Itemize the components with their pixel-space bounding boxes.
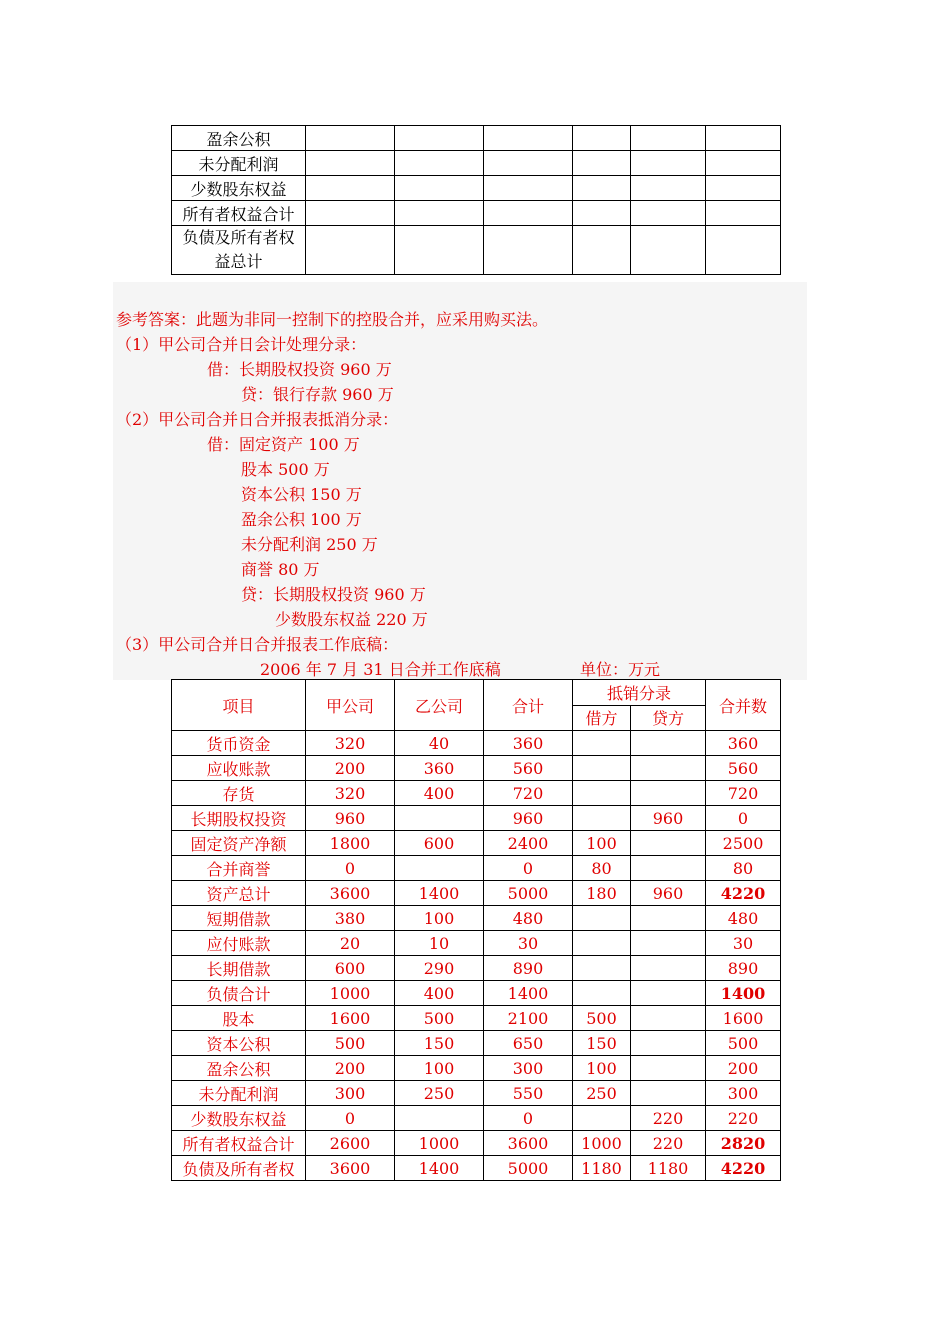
company-a-cell: 0: [306, 856, 395, 881]
empty-cell: [706, 151, 781, 176]
table-row: [172, 881, 781, 906]
table-row: [172, 856, 781, 881]
table-row: [172, 906, 781, 931]
step2-title: （2）甲公司合并日合并报表抵消分录：: [116, 410, 399, 429]
item-cell: 长期借款: [172, 956, 306, 981]
total-cell: 2100: [484, 1006, 573, 1031]
debit-cell: [573, 981, 631, 1006]
header-consolidated: 合并数: [706, 680, 781, 731]
item-cell: 长期股权投资: [172, 806, 306, 831]
header-company-a: 甲公司: [306, 680, 395, 731]
credit-cell: 1180: [631, 1156, 706, 1181]
row-label-line2: 益总计: [214, 252, 263, 271]
company-b-cell: [395, 1106, 484, 1131]
item-cell: 合并商誉: [172, 856, 306, 881]
consolidated-cell: 220: [706, 1106, 781, 1131]
item-cell: 盈余公积: [172, 1056, 306, 1081]
item-cell: 负债及所有者权: [172, 1156, 306, 1181]
credit-cell: [631, 981, 706, 1006]
company-a-cell: 300: [306, 1081, 395, 1106]
consolidation-worksheet-table: [171, 679, 781, 1181]
step2-line: 资本公积 150 万: [241, 485, 362, 504]
empty-cell: [573, 151, 631, 176]
step2-line: 股本 500 万: [241, 460, 330, 479]
empty-cell: [395, 201, 484, 226]
consolidated-cell: 1600: [706, 1006, 781, 1031]
total-cell: 560: [484, 756, 573, 781]
credit-cell: 220: [631, 1106, 706, 1131]
company-a-cell: 1800: [306, 831, 395, 856]
item-cell: 资产总计: [172, 881, 306, 906]
empty-cell: [306, 151, 395, 176]
item-cell: 应收账款: [172, 756, 306, 781]
item-cell: 货币资金: [172, 731, 306, 756]
sheet-title: 2006 年 7 月 31 日合并工作底稿: [260, 660, 501, 679]
total-cell: 1400: [484, 981, 573, 1006]
table-row: [172, 1056, 781, 1081]
credit-cell: 220: [631, 1131, 706, 1156]
answer-intro: 参考答案：此题为非同一控制下的控股合并，应采用购买法。: [116, 310, 549, 329]
empty-cell: [484, 126, 573, 151]
empty-cell: [306, 126, 395, 151]
consolidated-cell: 720: [706, 781, 781, 806]
empty-cell: [395, 226, 484, 275]
total-cell: 0: [484, 1106, 573, 1131]
company-a-cell: 500: [306, 1031, 395, 1056]
company-b-cell: 400: [395, 781, 484, 806]
company-b-cell: 40: [395, 731, 484, 756]
consolidated-cell: 4220: [706, 1156, 781, 1181]
debit-cell: [573, 731, 631, 756]
debit-cell: 500: [573, 1006, 631, 1031]
table-row: [172, 1031, 781, 1056]
total-cell: 300: [484, 1056, 573, 1081]
company-b-cell: 250: [395, 1081, 484, 1106]
company-a-cell: 380: [306, 906, 395, 931]
empty-cell: [395, 176, 484, 201]
debit-cell: 250: [573, 1081, 631, 1106]
empty-cell: [484, 176, 573, 201]
header-company-b: 乙公司: [395, 680, 484, 731]
empty-cell: [306, 226, 395, 275]
empty-cell: [395, 151, 484, 176]
debit-cell: [573, 931, 631, 956]
consolidated-cell: 0: [706, 806, 781, 831]
empty-cell: [631, 151, 706, 176]
item-cell: 未分配利润: [172, 1081, 306, 1106]
debit-cell: [573, 956, 631, 981]
empty-cell: [706, 126, 781, 151]
debit-cell: 180: [573, 881, 631, 906]
header-credit: 贷方: [631, 705, 706, 731]
debit-cell: 1000: [573, 1131, 631, 1156]
item-cell: 应付账款: [172, 931, 306, 956]
row-label: 所有者权益合计: [172, 201, 306, 226]
credit-cell: 960: [631, 806, 706, 831]
empty-cell: [631, 176, 706, 201]
empty-cell: [573, 201, 631, 226]
table-row: [172, 176, 781, 201]
empty-cell: [706, 201, 781, 226]
consolidated-cell: 200: [706, 1056, 781, 1081]
empty-cell: [573, 176, 631, 201]
company-a-cell: 20: [306, 931, 395, 956]
company-b-cell: 500: [395, 1006, 484, 1031]
step2-line: 少数股东权益 220 万: [275, 610, 428, 629]
credit-cell: [631, 1031, 706, 1056]
step1-debit: 借：长期股权投资 960 万: [207, 360, 392, 379]
empty-cell: [706, 226, 781, 275]
table-row: [172, 1131, 781, 1156]
company-b-cell: 360: [395, 756, 484, 781]
step2-line: 贷：长期股权投资 960 万: [241, 585, 426, 604]
table-row: [172, 956, 781, 981]
debit-cell: [573, 781, 631, 806]
company-b-cell: [395, 806, 484, 831]
header-row: [172, 680, 781, 706]
debit-cell: 100: [573, 1056, 631, 1081]
company-a-cell: 200: [306, 1056, 395, 1081]
empty-cell: [484, 151, 573, 176]
step2-line: 未分配利润 250 万: [241, 535, 378, 554]
company-b-cell: 290: [395, 956, 484, 981]
consolidated-cell: 80: [706, 856, 781, 881]
company-a-cell: 3600: [306, 881, 395, 906]
company-b-cell: 10: [395, 931, 484, 956]
debit-cell: [573, 756, 631, 781]
company-b-cell: 600: [395, 831, 484, 856]
total-cell: 30: [484, 931, 573, 956]
total-cell: 550: [484, 1081, 573, 1106]
item-cell: 负债合计: [172, 981, 306, 1006]
header-debit: 借方: [573, 705, 631, 731]
table-row: [172, 806, 781, 831]
step2-line: 商誉 80 万: [241, 560, 320, 579]
consolidated-cell: 300: [706, 1081, 781, 1106]
debit-cell: [573, 806, 631, 831]
table-row: [172, 1081, 781, 1106]
company-b-cell: 1400: [395, 1156, 484, 1181]
table-row: [172, 981, 781, 1006]
item-cell: 固定资产净额: [172, 831, 306, 856]
item-cell: 少数股东权益: [172, 1106, 306, 1131]
consolidated-cell: 4220: [706, 881, 781, 906]
item-cell: 股本: [172, 1006, 306, 1031]
item-cell: 存货: [172, 781, 306, 806]
empty-cell: [631, 126, 706, 151]
total-cell: 480: [484, 906, 573, 931]
table-row: [172, 151, 781, 176]
empty-cell: [573, 126, 631, 151]
row-label: 盈余公积: [172, 126, 306, 151]
row-label-line1: 负债及所有者权: [182, 228, 295, 247]
empty-cell: [306, 201, 395, 226]
credit-cell: 960: [631, 881, 706, 906]
company-b-cell: 400: [395, 981, 484, 1006]
company-a-cell: 2600: [306, 1131, 395, 1156]
table-row: [172, 931, 781, 956]
total-cell: 890: [484, 956, 573, 981]
table-row: [172, 1006, 781, 1031]
credit-cell: [631, 906, 706, 931]
item-cell: 所有者权益合计: [172, 1131, 306, 1156]
credit-cell: [631, 756, 706, 781]
empty-cell: [631, 226, 706, 275]
consolidated-cell: 890: [706, 956, 781, 981]
empty-cell: [306, 176, 395, 201]
step2-line: 借：固定资产 100 万: [207, 435, 360, 454]
debit-cell: 80: [573, 856, 631, 881]
company-b-cell: 1000: [395, 1131, 484, 1156]
row-label: 少数股东权益: [172, 176, 306, 201]
header-total: 合计: [484, 680, 573, 731]
empty-cell: [706, 176, 781, 201]
company-b-cell: 150: [395, 1031, 484, 1056]
total-cell: 2400: [484, 831, 573, 856]
consolidated-cell: 500: [706, 1031, 781, 1056]
credit-cell: [631, 1056, 706, 1081]
company-b-cell: 100: [395, 1056, 484, 1081]
row-label: 未分配利润: [172, 151, 306, 176]
header-elimination: 抵销分录: [573, 680, 706, 706]
company-a-cell: 200: [306, 756, 395, 781]
table-row: [172, 831, 781, 856]
table-row: [172, 1156, 781, 1181]
table-row: [172, 226, 781, 275]
debit-cell: 150: [573, 1031, 631, 1056]
consolidated-cell: 360: [706, 731, 781, 756]
company-a-cell: 1000: [306, 981, 395, 1006]
total-cell: 960: [484, 806, 573, 831]
empty-cell: [395, 126, 484, 151]
total-cell: 720: [484, 781, 573, 806]
consolidated-cell: 2820: [706, 1131, 781, 1156]
total-cell: 650: [484, 1031, 573, 1056]
consolidated-cell: 560: [706, 756, 781, 781]
total-cell: 5000: [484, 1156, 573, 1181]
table-row: [172, 756, 781, 781]
debit-cell: [573, 906, 631, 931]
step1-credit: 贷：银行存款 960 万: [241, 385, 394, 404]
item-cell: 短期借款: [172, 906, 306, 931]
empty-cell: [484, 201, 573, 226]
consolidated-cell: 30: [706, 931, 781, 956]
credit-cell: [631, 956, 706, 981]
credit-cell: [631, 931, 706, 956]
total-cell: 360: [484, 731, 573, 756]
company-a-cell: 320: [306, 731, 395, 756]
step3-title: （3）甲公司合并日合并报表工作底稿：: [116, 635, 399, 654]
consolidated-cell: 480: [706, 906, 781, 931]
credit-cell: [631, 856, 706, 881]
table-row: [172, 126, 781, 151]
table-row: [172, 731, 781, 756]
unit-label: 单位：万元: [580, 660, 661, 679]
empty-cell: [573, 226, 631, 275]
total-cell: 0: [484, 856, 573, 881]
header-item: 项目: [172, 680, 306, 731]
table-row: [172, 1106, 781, 1131]
table-row: [172, 781, 781, 806]
company-b-cell: 100: [395, 906, 484, 931]
consolidated-cell: 1400: [706, 981, 781, 1006]
credit-cell: [631, 781, 706, 806]
company-a-cell: 600: [306, 956, 395, 981]
credit-cell: [631, 1081, 706, 1106]
consolidated-cell: 2500: [706, 831, 781, 856]
credit-cell: [631, 831, 706, 856]
debit-cell: [573, 1106, 631, 1131]
company-a-cell: 320: [306, 781, 395, 806]
total-cell: 5000: [484, 881, 573, 906]
company-a-cell: 960: [306, 806, 395, 831]
step2-line: 盈余公积 100 万: [241, 510, 362, 529]
company-b-cell: [395, 856, 484, 881]
company-b-cell: 1400: [395, 881, 484, 906]
company-a-cell: 3600: [306, 1156, 395, 1181]
table-row: [172, 201, 781, 226]
company-a-cell: 0: [306, 1106, 395, 1131]
item-cell: 资本公积: [172, 1031, 306, 1056]
row-label: [172, 226, 306, 275]
step1-title: （1）甲公司合并日会计处理分录：: [116, 335, 367, 354]
debit-cell: 100: [573, 831, 631, 856]
empty-cell: [484, 226, 573, 275]
credit-cell: [631, 1006, 706, 1031]
credit-cell: [631, 731, 706, 756]
company-a-cell: 1600: [306, 1006, 395, 1031]
empty-cell: [631, 201, 706, 226]
blank-worksheet-table: [171, 125, 781, 275]
total-cell: 3600: [484, 1131, 573, 1156]
debit-cell: 1180: [573, 1156, 631, 1181]
